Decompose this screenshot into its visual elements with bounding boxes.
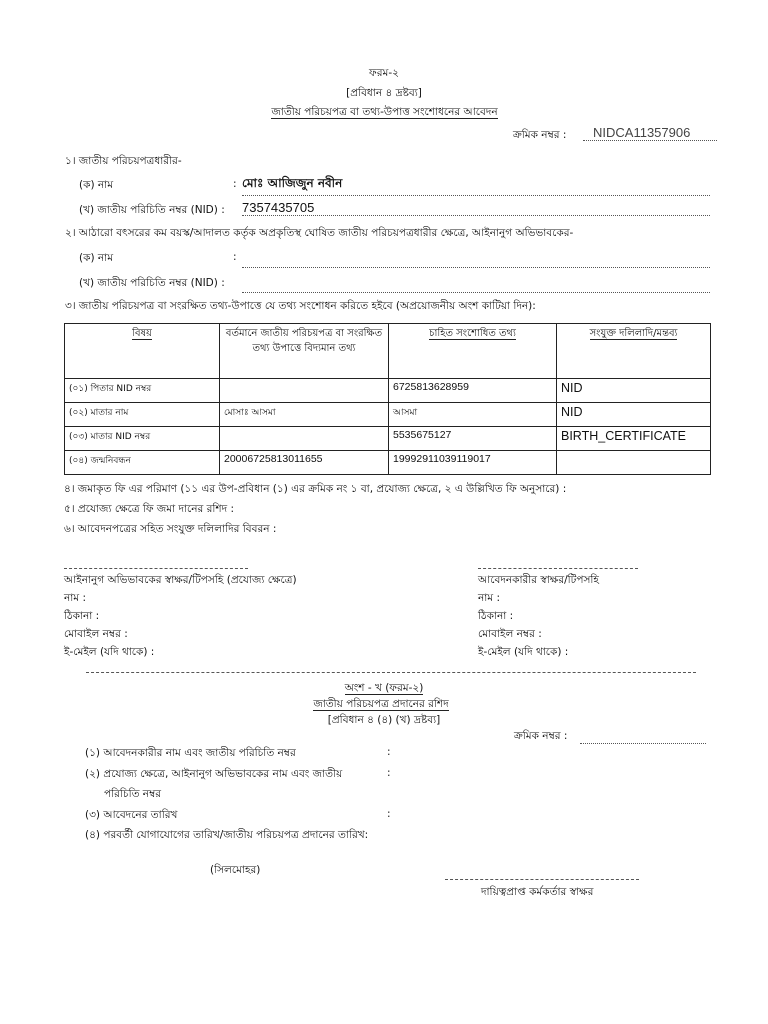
part2-heading: অংশ - খ (ফরম-২) <box>344 682 424 694</box>
part2-title: জাতীয় পরিচয়পত্র প্রদানের রশিদ <box>313 698 449 710</box>
row-subject: (০২) মাতার নাম <box>65 403 220 427</box>
header-current-info: বর্তমানে জাতীয় পরিচয়পত্র বা সংরক্ষিত তথ্য উপাত্তে বিদ্যমান তথ্য <box>220 324 389 379</box>
part2-serial-field[interactable] <box>580 733 706 744</box>
receipt-item-colon: : <box>387 808 391 820</box>
receipt-item-label: (৪) পরবর্তী যোগাযোগের তারিখ/জাতীয় পরিচয়পত্র প্রদানের তারিখ: <box>85 829 369 841</box>
section3-heading: ৩। জাতীয় পরিচয়পত্র বা সংরক্ষিত তথ্য-উপাত্তে যে তথ্য সংশোধন করিতে হইবে (অপ্রয়োজনীয় অংশ কাটিয়া দিন): <box>65 300 536 312</box>
row-requested[interactable]: আসমা <box>389 403 557 427</box>
table-row <box>65 427 711 451</box>
table-header-row <box>65 324 711 379</box>
receipt-item-colon: : <box>387 746 391 758</box>
row-current[interactable]: মোসাঃ আসমা <box>220 403 389 427</box>
row-current[interactable] <box>220 379 389 403</box>
header-remark: সংযুক্ত দলিলাদি/মন্তব্য <box>557 324 711 379</box>
row-current[interactable] <box>220 427 389 451</box>
correction-table <box>64 323 711 475</box>
guardian-name-field[interactable] <box>242 255 710 268</box>
receipt-item-label: (২) প্রযোজ্য ক্ষেত্রে, আইনানুগ অভিভাবকের নাম এবং জাতীয় <box>85 768 343 780</box>
applicant-sign-email: ই-মেইল (যদি থাকে) : <box>478 646 569 658</box>
guardian-nid-field[interactable] <box>242 280 710 293</box>
guardian-sign-address: ঠিকানা : <box>64 610 100 622</box>
part2-rule-reference: [প্রবিধান ৪ (৪) (খ) দ্রষ্টব্য] <box>327 714 441 726</box>
serial-number-field[interactable]: NIDCA11357906 <box>583 125 717 141</box>
applicant-signature-line[interactable] <box>478 560 638 569</box>
table-row <box>65 379 711 403</box>
guardian-name-colon: : <box>233 251 237 263</box>
section5-fee-receipt: ৫। প্রযোজ্য ক্ষেত্রে ফি জমা দানের রশিদ : <box>64 503 235 515</box>
part2-serial-label: ক্রমিক নম্বর : <box>514 730 568 742</box>
receipt-item-label: (১) আবেদনকারীর নাম এবং জাতীয় পরিচিতি নম্বর <box>85 747 296 759</box>
receipt-item-label: পরিচিতি নম্বর <box>104 788 162 800</box>
officer-signature-label: দায়িত্বপ্রাপ্ত কর্মকর্তার স্বাক্ষর <box>481 886 594 898</box>
guardian-name-label: (ক) নাম <box>79 252 114 264</box>
holder-name-field[interactable]: মোঃ আজিজুন নবীন <box>242 175 710 196</box>
guardian-sign-email: ই-মেইল (যদি থাকে) : <box>64 646 155 658</box>
cut-line-divider <box>86 668 696 673</box>
row-remark[interactable]: NID <box>557 379 711 403</box>
row-subject: (০৩) মাতার NID নম্বর <box>65 427 220 451</box>
table-row <box>65 403 711 427</box>
row-requested[interactable]: 5535675127 <box>389 427 557 451</box>
applicant-sign-mobile: মোবাইল নম্বর : <box>478 628 542 640</box>
form-title: জাতীয় পরিচয়পত্র বা তথ্য-উপাত্ত সংশোধনের আবেদন <box>271 106 498 118</box>
guardian-signature-title: আইনানুগ অভিভাবকের স্বাক্ষর/টিপসহি (প্রযোজ্য ক্ষেত্রে) <box>64 574 297 586</box>
guardian-sign-name: নাম : <box>64 592 87 604</box>
form-number: ফরম-২ <box>369 67 399 79</box>
seal-label: (সিলমোহর) <box>210 864 261 876</box>
receipt-item-colon: : <box>387 767 391 779</box>
receipt-item-label: (৩) আবেদনের তারিখ <box>85 809 178 821</box>
row-subject: (০৪) জন্মনিবন্ধন <box>65 451 220 475</box>
applicant-sign-address: ঠিকানা : <box>478 610 514 622</box>
section6-attachments: ৬। আবেদনপত্রের সহিত সংযুক্ত দলিলাদির বিবরন : <box>64 523 277 535</box>
applicant-sign-name: নাম : <box>478 592 501 604</box>
applicant-signature-title: আবেদনকারীর স্বাক্ষর/টিপসহি <box>478 574 599 586</box>
officer-signature-line[interactable] <box>445 875 639 880</box>
row-subject: (০১) পিতার NID নম্বর <box>65 379 220 403</box>
section1-heading: ১। জাতীয় পরিচয়পত্রধারীর- <box>65 155 182 167</box>
header-requested-info: চাহিত সংশোধিত তথ্য <box>389 324 557 379</box>
holder-name-colon: : <box>233 178 237 190</box>
row-remark[interactable]: NID <box>557 403 711 427</box>
guardian-signature-line[interactable] <box>64 560 248 569</box>
guardian-nid-label: (খ) জাতীয় পরিচিতি নম্বর (NID) : <box>79 277 225 289</box>
holder-nid-field[interactable]: 7357435705 <box>242 200 710 216</box>
row-current[interactable]: 20006725813011655 <box>220 451 389 475</box>
holder-nid-label: (খ) জাতীয় পরিচিতি নম্বর (NID) : <box>79 204 225 216</box>
table-row <box>65 451 711 475</box>
serial-label: ক্রমিক নম্বর : <box>513 129 567 141</box>
row-requested[interactable]: 19992911039119017 <box>389 451 557 475</box>
guardian-sign-mobile: মোবাইল নম্বর : <box>64 628 128 640</box>
row-remark[interactable]: BIRTH_CERTIFICATE <box>557 427 711 451</box>
holder-name-label: (ক) নাম <box>79 179 114 191</box>
section2-heading: ২। আঠারো বৎসরের কম বয়স্ক/আদালত কর্তৃক অপ্রকৃতিস্থ ঘোষিত জাতীয় পরিচয়পত্রধারীর ক্ষেত্রে, আইনানুগ অভিভাবকের- <box>65 227 574 239</box>
row-remark[interactable] <box>557 451 711 475</box>
header-subject: বিষয় <box>65 324 220 379</box>
rule-reference: [প্রবিধান ৪ দ্রষ্টব্য] <box>346 87 422 99</box>
section4-fee-amount: ৪। জমাকৃত ফি এর পরিমাণ (১১ এর উপ-প্রবিধান (১) এর ক্রমিক নং ১ বা, প্রযোজ্য ক্ষেত্রে, ২ এ উল্লিখিত ফি অনুসারে) : <box>64 483 567 495</box>
row-requested[interactable]: 6725813628959 <box>389 379 557 403</box>
